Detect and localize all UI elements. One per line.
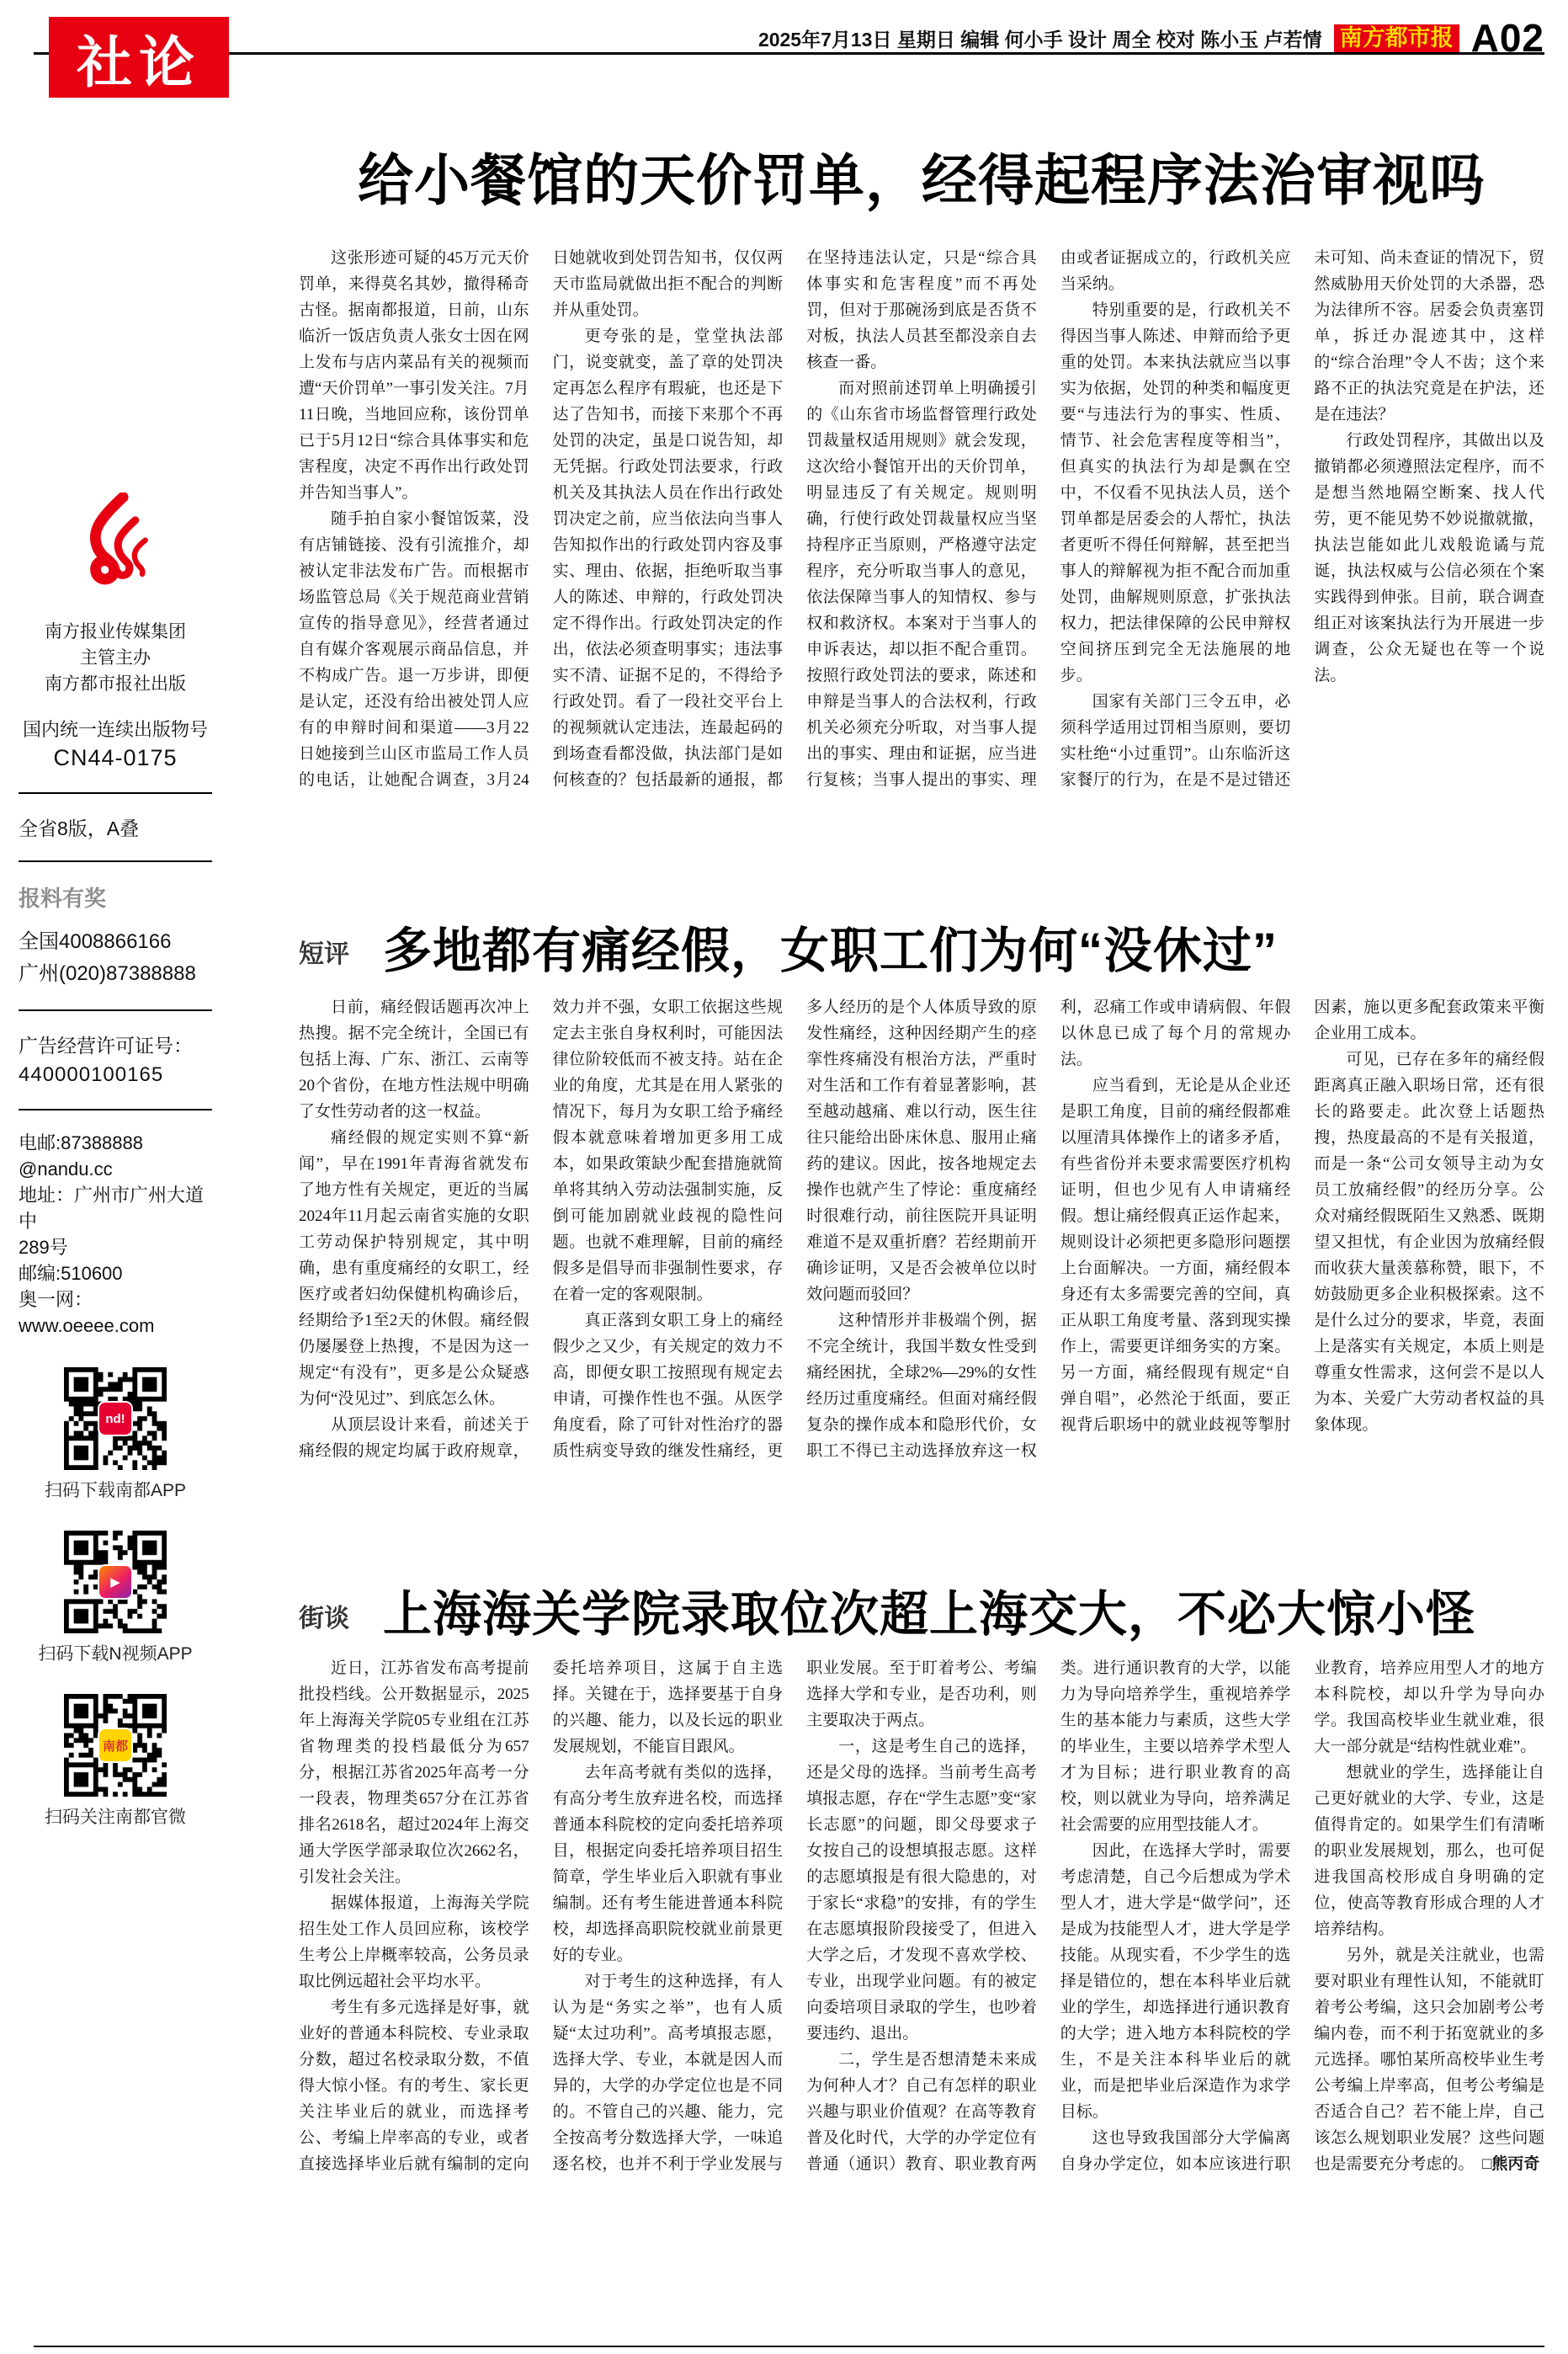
main-content bbox=[299, 126, 1544, 2329]
issn-number: CN44-0175 bbox=[53, 745, 178, 770]
contact-block bbox=[19, 1130, 212, 1339]
paragraph: 考生有多元选择是好事，就业好的普通本科院校、专业录取分数，超过名校录取分数，不值得大惊小怪。有的考生、家长更关注毕业后的就业，而选择考公、考编上岸率高的专业，或者直接选择毕业后就有编制的定向委托培养项目，这属于自主选择。关键在于，选择要基于自身的兴趣、能力，以及长远的职业发展规划，不能盲目跟风。 bbox=[299, 1659, 784, 2173]
paragraph: 对于考生的这种选择，有人认为是“务实之举”，也有人质疑“太过功利”。高考填报志愿，选择大学、专业，本就是因人而异的，大学的办学定位也是不同的。不管自己的兴趣、能力，完全按高考分数选择大学，一味追逐名校，也并不利于学业发展与职业发展。至于盯着考公、考编选择大学和专业，是否功利，则主要取决于两点。 bbox=[552, 1659, 1037, 2173]
publisher-line: 南方报业传媒集团 bbox=[45, 622, 186, 642]
divider bbox=[19, 792, 212, 794]
tipoff-title: 报料有奖 bbox=[19, 886, 107, 911]
paragraph: 因此，在选择大学时，需要考虑清楚，自己今后想成为学术型人才，进大学是“做学问”，还是成为技能型人才，进大学是学技能。从现实看，不少学生的选择是错位的，想在本科毕业后就业的学生，却选择进行通识教育的大学；进入地方本科院校的学生，不是关注本科毕业后的就业，而是把毕业后深造作为求学目标。 bbox=[1060, 1841, 1291, 2121]
tipoff-phones bbox=[19, 926, 212, 990]
qr-center-logo-icon: 南都 bbox=[98, 1728, 133, 1763]
qr-code-nandu-app bbox=[64, 1367, 167, 1470]
paragraph: 另外，就是关注就业，也需要对职业有理性认知，不能就盯着考公考编，这只会加剧考公考编内卷，而不利于拓宽就业的多元选择。哪怕某所高校毕业生考公考编上岸率高，但考公考编是否适合自己？若不能上岸，自己该怎么规划职业发展？这些问题也是需要充分考虑的。 □熊丙奇 bbox=[1314, 1946, 1544, 2173]
article-header bbox=[299, 1587, 1544, 1643]
paragraph: 近日，江苏省发布高考提前批投档线。公开数据显示，2025年上海海关学院05专业组在江苏省物理类的投档最低分为657分，根据江苏省2025年高考一分一段表，物理类657分在江苏省排名2618名，超过2024年上海交通大学医学部录取位次2662名，引发社会关注。 bbox=[299, 1659, 529, 1886]
paragraph: 想就业的学生，选择能让自己更好就业的大学、专业，这是值得肯定的。如果学生们有清晰的职业发展规划，那么，也可促进我国高校形成自身明确的定位，使高等教育形成合理的人才培养结构。 bbox=[1314, 1763, 1544, 1938]
paragraph: 这种情形并非极端个例，据不完全统计，我国半数女性受到痛经困扰，全球2%—29%的女性经历过重度痛经。但面对痛经假复杂的操作成本和隐形代价，女职工不得已主动选择放弃这一权利，忍痛工作或申请病假、年假以休息已成了每个月的常规办法。 bbox=[806, 999, 1291, 1461]
ad-license-label: 广告经营许可证号： bbox=[19, 1035, 193, 1057]
contact-line: 289号 bbox=[19, 1237, 68, 1258]
paragraph: 可见，已存在多年的痛经假距离真正融入职场日常，还有很长的路要走。此次登上话题热搜，热度最高的不是有关报道，而是一条“公司女领导主动为女员工放痛经假”的经历分享。公众对痛经假既陌生又熟悉、既期望又担忧，有企业因为放痛经假而收获大量羡慕称赞，眼下，不妨鼓励更多企业积极探索。这不是什么过分的要求，毕竟，表面上是落实有关规定，本质上则是尊重女性需求，这何尝不是以人为本、关爱广大劳动者权益的具象体现。 bbox=[1314, 1051, 1544, 1435]
paragraph: 行政处罚程序，其做出以及撤销都必须遵照法定程序，而不是想当然地隔空断案、找人代劳，更不能见势不妙说撤就撤，执法岂能如此儿戏般诡谲与荒诞，执法权威与公信必须在个案实践得到伸张。目前，联合调查组正对该案执法行为开展进一步调查，公众无疑也在等一个说法。 bbox=[1314, 431, 1544, 684]
author-signature: □熊丙奇 bbox=[1465, 2154, 1540, 2173]
article-street-talk bbox=[299, 1587, 1544, 2329]
qr-code-official-weibo bbox=[64, 1694, 167, 1797]
article-title: 多地都有痛经假，女职工们为何“没休过” bbox=[383, 923, 1278, 978]
tipoff-phone: 全国4008866166 bbox=[19, 930, 172, 953]
qr-official-weibo bbox=[19, 1694, 212, 1829]
paragraph: 随手拍自家小餐馆饭菜，没有店铺链接、没有引流推介，却被认定非法发布广告。而根据市场监管总局《关于规范商业营销宣传的指导意见》，经营者通过自有媒介客观展示商品信息，并不构成广告。退一万步讲，即便是认定，还没有给出被处罚人应有的申辩时间和渠道——3月22日她接到兰山区市监局工作人员的电话，让她配合调查，3月24日她就收到处罚告知书，仅仅两天市监局就做出拒不配合的判断并从重处罚。 bbox=[299, 248, 784, 789]
masthead-badge: 南方都市报 bbox=[1334, 24, 1459, 52]
paragraph: 据媒体报道，上海海关学院招生处工作人员回应称，该校学生考公上岸概率较高，公务员录取比例远超社会平均水平。 bbox=[299, 1893, 529, 1990]
divider bbox=[19, 1109, 212, 1110]
sidebar bbox=[19, 493, 212, 1829]
qr-nandu-app bbox=[19, 1367, 212, 1502]
contact-line: @nandu.cc bbox=[19, 1158, 113, 1180]
paragraph: 去年高考就有类似的选择，有高分考生放弃进名校，而选择普通本科院校的定向委托培养项目，根据定向委托培养项目招生简章，学生毕业后入职就有事业编制。还有考生能进普通本科院校，却选择高职院校就业前景更好的专业。 bbox=[552, 1763, 784, 1964]
contact-line: 邮编:510600 bbox=[19, 1263, 123, 1284]
paragraph: 痛经假的规定实则不算“新闻”，早在1991年青海省就发布了地方性有关规定，更近的当属2024年11月起云南省实施的女职工劳动保护特别规定，其中明确，患有重度痛经的女职工，经医疗或者妇幼保健机构确诊后，经期给予1至2天的休假。痛经假仍屡屡登上热搜，不是因为这一规定“有没有”，更多是公众疑惑为何“没见过”、到底怎么休。 bbox=[299, 1129, 529, 1409]
divider bbox=[19, 860, 212, 862]
ad-license-number: 440000100165 bbox=[19, 1063, 164, 1086]
paragraph: 二，学生是否想清楚未来成为何种人才？自己有怎样的职业兴趣与职业价值观？在高等教育普及化时代，大学的办学定位有普通（通识）教育、职业教育两类。进行通识教育的大学，以能力为导向培养学生，重视培养学生的基本能力与素质，这些大学的毕业生，主要以培养学术型人才为目标；进行职业教育的高校，则以就业为导向，培养满足社会需要的应用型技能人才。 bbox=[806, 1659, 1291, 2173]
nanfang-media-flame-logo bbox=[69, 493, 162, 600]
edition-label: 社论 bbox=[77, 30, 201, 93]
paragraph: 日前，痛经假话题再次冲上热搜。据不完全统计，全国已有包括上海、广东、浙江、云南等20个省份，在地方性法规中明确了女性劳动者的这一权益。 bbox=[299, 999, 529, 1121]
date-staff-line: 2025年7月13日 星期日 编辑 何小手 设计 周全 校对 陈小玉 卢若情 bbox=[757, 28, 1322, 51]
column-label: 街谈 bbox=[299, 1604, 349, 1632]
page-number: A02 bbox=[1470, 16, 1544, 60]
paragraph: 更夸张的是，堂堂执法部门，说变就变，盖了章的处罚决定再怎么程序有瑕疵，也还是下达了告知书，而接下来那个不再处罚的决定，虽是口说告知，却无凭据。行政处罚法要求，行政机关及其执法人员在作出行政处罚决定之前，应当依法向当事人告知拟作出的行政处罚内容及事实、理由、依据，拒绝听取当事人的陈述、申辩的，行政处罚决定不得作出。行政处罚决定的作出，依法必须查明事实；违法事实不清、证据不足的，不得给予行政处罚。看了一段社交平台上的视频就认定违法，连最起码的到场查看都没做，执法部门是如何核查的？包括最新的通报，都在坚持违法认定，只是“综合具体事实和危害程度”而不再处罚，但对于那碗汤到底是否货不对板，执法人员甚至都没亲自去核查一番。 bbox=[552, 248, 1037, 789]
qr-code-nvideo-app bbox=[64, 1531, 167, 1633]
article-short-comment bbox=[299, 924, 1544, 1564]
divider bbox=[19, 1009, 212, 1011]
tipoff-phone: 广州(020)87388888 bbox=[19, 962, 196, 985]
paragraph: 一，这是考生自己的选择，还是父母的选择。当前考生高考填报志愿，存在“学生志愿”变“家长志愿”的问题，即父母要求子女按自己的设想填报志愿。这样的志愿填报是有很大隐患的，对于家长“求稳”的安排，有的学生在志愿填报阶段接受了，但进入大学之后，才发现不喜欢学校、专业，出现学业问题。有的被定向委培项目录取的学生，也吵着要违约、退出。 bbox=[806, 1737, 1037, 2042]
qr-caption: 扫码关注南都官微 bbox=[45, 1808, 186, 1827]
header-meta bbox=[758, 15, 1544, 61]
contact-line: 奥一网： bbox=[19, 1289, 93, 1310]
paragraph: 而对照前述罚单上明确援引的《山东省市场监督管理行政处罚裁量权适用规则》就会发现，这次给小餐馆开出的天价罚单，明显违反了有关规定。规则明确，行使行政处罚裁量权应当坚持程序正当原则，严格遵守法定程序，充分听取当事人的意见，依法保障当事人的知情权、参与权和救济权。本案对于当事人的申诉表达，却以拒不配合重罚。按照行政处罚法的要求，陈述和申辩是当事人的合法权利，行政机关必须充分听取，对当事人提出的事实、理由和证据，应当进行复核；当事人提出的事实、理由或者证据成立的，行政机关应当采纳。 bbox=[806, 248, 1291, 789]
paragraph: 从顶层设计来看，前述关于痛经假的规定均属于政府规章，效力并不强，女职工依据这些规定去主张自身权利时，可能因法律位阶较低而不被支持。站在企业的角度，尤其是在用人紧张的情况下，每月为女职工给予痛经假本就意味着增加更多用工成本，如果政策缺少配套措施就简单将其纳入劳动法强制实施，反倒可能加剧就业歧视的隐性问题。也就不难理解，目前的痛经假多是倡导而非强制性要求，存在着一定的客观限制。 bbox=[299, 999, 784, 1461]
paragraph: 真正落到女职工身上的痛经假少之又少，有关规定的效力不高，即便女职工按照现有规定去申请，可操作性也不强。从医学角度看，除了可针对性治疗的器质性病变导致的继发性痛经，更多人经历的是个人体质导致的原发性痛经，这种因经期产生的痉挛性疼痛没有根治方法，严重时对生活和工作有着显著影响，甚至越动越痛、难以行动，医生往往只能给出卧床休息、服用止痛药的建议。因此，按各地规定去操作也就产生了悖论：重度痛经时很难行动，前往医院开具证明难道不是双重折磨？若经期前开确诊证明，又是否会被单位以时效问题而驳回？ bbox=[552, 999, 1037, 1461]
paragraph: 这张形迹可疑的45万元天价罚单，来得莫名其妙，撤得稀奇古怪。据南都报道，日前，山东临沂一饭店负责人张女士因在网上发布与店内菜品有关的视频而遭“天价罚单”一事引发关注。7月11日晚，当地回应称，该份罚单已于5月12日“综合具体事实和危害程度，决定不再作出行政处罚并告知当事人”。 bbox=[299, 248, 529, 502]
article-body bbox=[299, 245, 1544, 881]
publisher-line: 南方都市报社出版 bbox=[45, 674, 186, 694]
article-title: 上海海关学院录取位次超上海交大，不必大惊小怪 bbox=[383, 1587, 1476, 1643]
article-body bbox=[299, 994, 1544, 1563]
paragraph: 国家有关部门三令五申，必须科学适用过罚相当原则，要切实杜绝“小过重罚”。山东临沂这家餐厅的行为，在是不是过错还未可知、尚未查证的情况下，贸然威胁用天价处罚的大杀器，恐为法律所不容。居委会负责塞罚单，拆迁办混迹其中，这样的“综合治理”令人不齿；这个来路不正的执法究竟是在护法，还是在违法？ bbox=[1060, 248, 1544, 789]
column-label: 短评 bbox=[299, 940, 349, 968]
qr-caption: 扫码下载南都APP bbox=[44, 1481, 187, 1500]
publisher-block bbox=[19, 619, 212, 697]
edition-label-box bbox=[49, 17, 229, 98]
qr-nvideo-app bbox=[19, 1531, 212, 1665]
paragraph: 应当看到，无论是从企业还是职工角度，目前的痛经假都难以厘清具体操作上的诸多矛盾，有些省份并未要求需要医疗机构证明，但也少见有人申请痛经假。想让痛经假真正运作起来，规则设计必须把更多隐形问题摆上台面解决。一方面，痛经假本身还有太多需要完善的空间，真正从职工角度考量、落到现实操作上，需要更详细务实的方案。另一方面，痛经假现有规定“自弹自唱”，必然沦于纸面，要正视背后职场中的就业歧视等掣肘因素，施以更多配套政策来平衡企业用工成本。 bbox=[1060, 999, 1544, 1435]
article-header bbox=[299, 924, 1544, 980]
issn-label: 国内统一连续出版物号 bbox=[22, 719, 208, 740]
publisher-line: 主管主办 bbox=[80, 648, 151, 668]
contact-line: 电邮:87388888 bbox=[19, 1132, 143, 1153]
article-body bbox=[299, 1655, 1544, 2329]
contact-line: 地址：广州市广州大道中 bbox=[19, 1185, 205, 1232]
qr-center-logo-icon: nd! bbox=[98, 1401, 133, 1436]
article-title: 给小餐馆的天价罚单，经得起程序法治审视吗 bbox=[358, 149, 1486, 211]
paragraph: 特别重要的是，行政机关不得因当事人陈述、申辩而给予更重的处罚。本来执法就应当以事实为依据，处罚的种类和幅度更要“与违法行为的事实、性质、情节、社会危害程度等相当”，但真实的执法行为却是飘在空中，不仅看不见执法人员，送个罚单都是居委会的人帮忙，执法者更听不得任何辩解，甚至把当事人的辩解视为拒不配合而加重处罚，曲解规则原意，扩张执法权力，把法律保障的公民申辩权空间挤压到完全无法施展的地步。 bbox=[1060, 301, 1291, 684]
qr-caption: 扫码下载N视频APP bbox=[38, 1644, 193, 1664]
contact-line: www.oeeee.com bbox=[19, 1315, 155, 1336]
page-bottom-rule bbox=[34, 2346, 1544, 2347]
article-editorial bbox=[299, 150, 1544, 881]
qr-center-logo-icon: ▶ bbox=[98, 1564, 133, 1600]
paragraph: 这也导致我国部分大学偏离自身办学定位，如本应该进行职业教育，培养应用型人才的地方本科院校，却以升学为导向办学。我国高校毕业生就业难，很大一部分就是“结构性就业难”。 bbox=[1060, 1659, 1544, 2173]
edition-info: 全省8版，A叠 bbox=[19, 818, 140, 839]
